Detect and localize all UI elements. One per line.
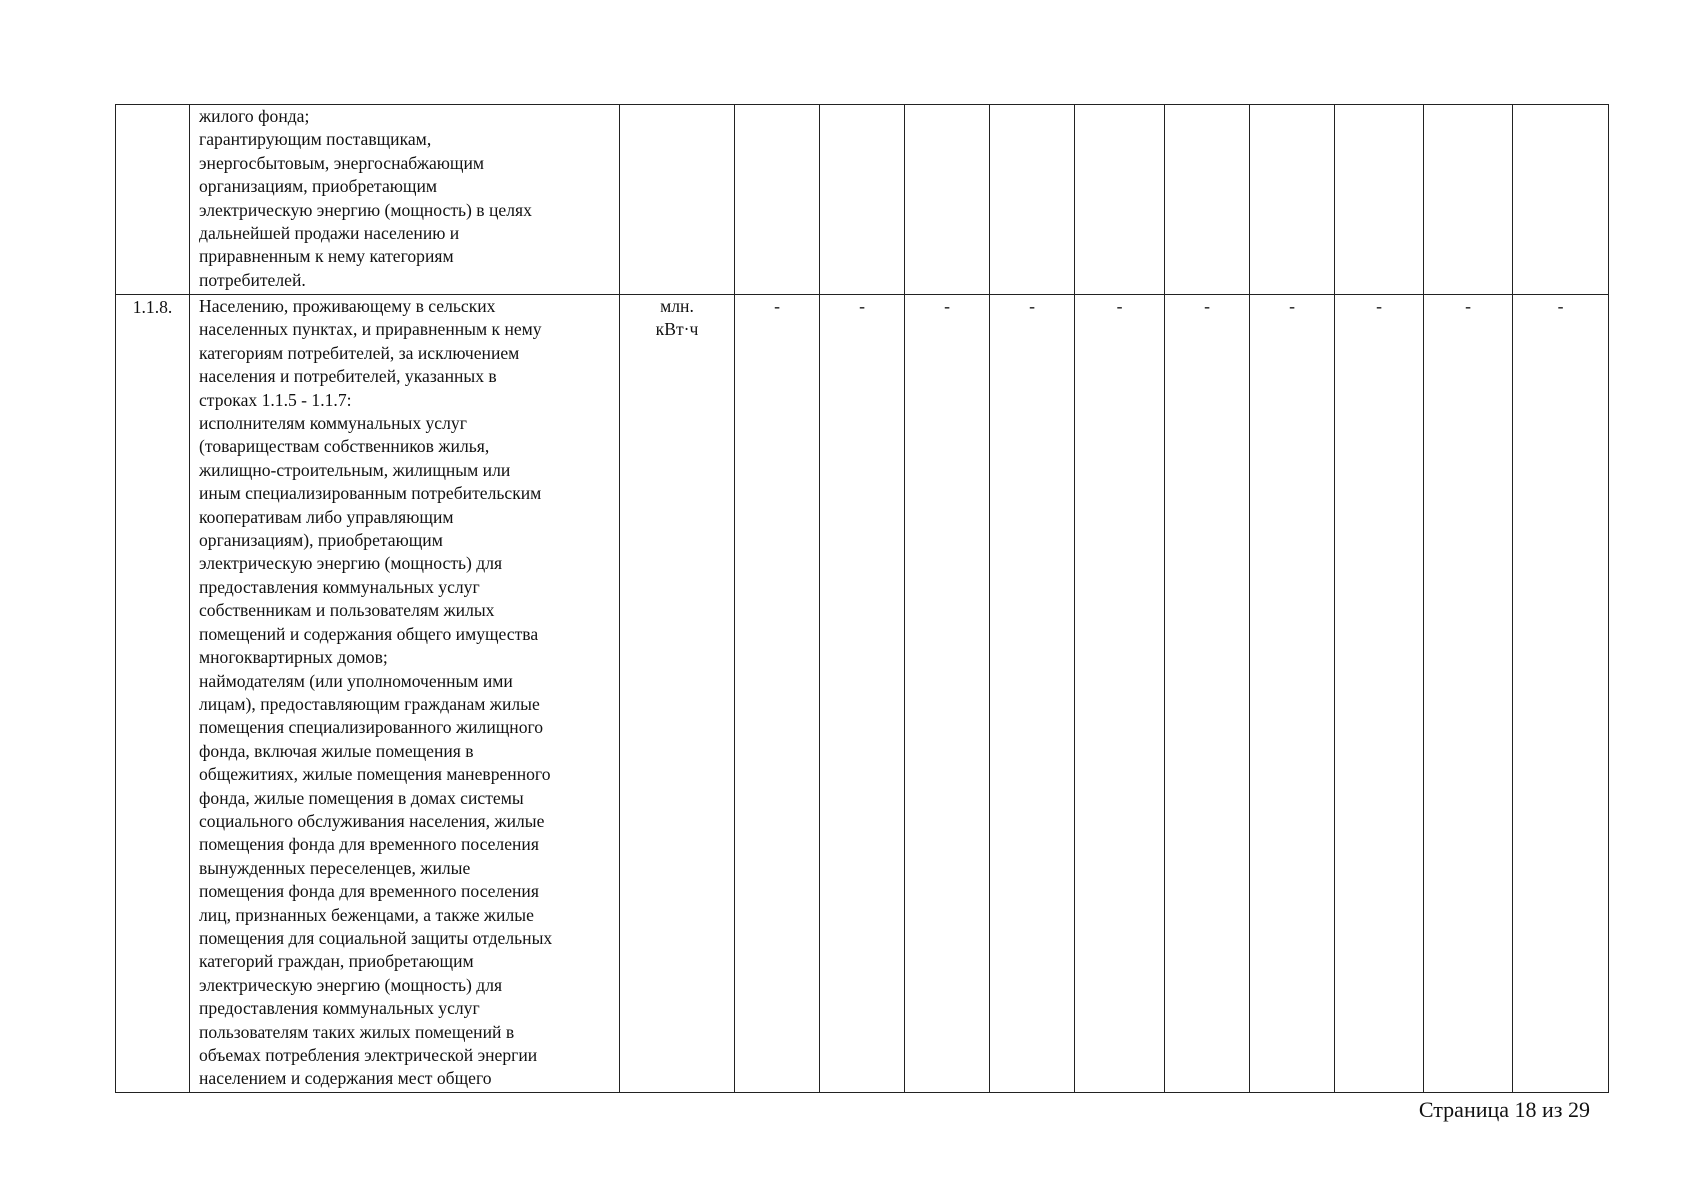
value-cell: - (1165, 295, 1250, 1093)
description-line: помещения для социальной защиты отдельных (199, 927, 553, 948)
description-line: исполнителям коммунальных услуг (199, 413, 467, 434)
description-line: помещения фонда для временного поселения (199, 881, 539, 902)
description-line: (товариществам собственников жилья, (199, 436, 490, 457)
description-line: организациям, приобретающим (199, 176, 437, 197)
description-line: населением и содержания мест общего (199, 1068, 492, 1089)
description-line: иным специализированным потребительским (199, 483, 542, 504)
row-number-cell: 1.1.8. (116, 295, 190, 1093)
description-line: помещения фонда для временного поселения (199, 834, 539, 855)
description-line: лицам), предоставляющим гражданам жилые (199, 693, 540, 714)
description-line: категорий граждан, приобретающим (199, 951, 474, 972)
value-cell: - (1424, 295, 1513, 1093)
description-line: электрическую энергию (мощность) для (199, 553, 503, 574)
description-line: объемах потребления электрической энергии (199, 1045, 538, 1065)
description-line: вынужденных переселенцев, жилые (199, 857, 471, 878)
value-cell (1335, 105, 1424, 295)
value-cell (1075, 105, 1165, 295)
description-line: помещения специализированного жилищного (199, 717, 544, 738)
description-line: кооперативам либо управляющим (199, 506, 454, 527)
description-line: помещений и содержания общего имущества (199, 623, 539, 644)
value-cell: - (1335, 295, 1424, 1093)
table-row (116, 105, 1609, 295)
description-line: населенных пунктах, и приравненным к нему (199, 319, 542, 340)
description-line: собственникам и пользователям жилых (199, 600, 495, 621)
description-line: многоквартирных домов; (199, 647, 388, 668)
value-cell (905, 105, 990, 295)
unit-line: млн. (660, 296, 694, 316)
description-line: лиц, признанных беженцами, а также жилые (199, 904, 534, 925)
description-line: предоставления коммунальных услуг (199, 998, 480, 1019)
description-line: категориям потребителей, за исключением (199, 342, 520, 363)
row-number-cell (116, 105, 190, 295)
description-line: приравненным к нему категориям (199, 246, 454, 267)
row-description-cell (190, 295, 620, 1093)
description-line: организациям), приобретающим (199, 530, 443, 551)
value-cell (1513, 105, 1609, 295)
value-cell (820, 105, 905, 295)
value-cell (735, 105, 820, 295)
description-line: электрическую энергию (мощность) для (199, 974, 503, 995)
description-line: населения и потребителей, указанных в (199, 366, 497, 387)
description-line: дальнейшей продажи населению и (199, 223, 460, 244)
description-line: строках 1.1.5 - 1.1.7: (199, 389, 352, 410)
value-cell (990, 105, 1075, 295)
description-line: пользователям таких жилых помещений в (199, 1021, 515, 1042)
description-line: фонда, жилые помещения в домах системы (199, 787, 524, 808)
value-cell (1165, 105, 1250, 295)
description-line: фонда, включая жилые помещения в (199, 740, 474, 761)
description-line: Населению, проживающему в сельских (199, 296, 496, 316)
unit-cell (620, 105, 735, 295)
value-cell (1250, 105, 1335, 295)
description-line: предоставления коммунальных услуг (199, 576, 480, 597)
row-description-cell (190, 105, 620, 295)
unit-cell (620, 295, 735, 1093)
page-number: Страница 18 из 29 (1418, 1097, 1590, 1122)
value-cell: - (905, 295, 990, 1093)
description-line: общежитиях, жилые помещения маневренного (199, 764, 551, 785)
data-table (115, 104, 1609, 1093)
description-line: наймодателям (или уполномоченным ими (199, 670, 513, 691)
value-cell: - (990, 295, 1075, 1093)
description-line: гарантирующим поставщикам, (199, 129, 432, 150)
value-cell: - (1075, 295, 1165, 1093)
description-line: социального обслуживания населения, жилые (199, 810, 545, 831)
value-cell: - (1250, 295, 1335, 1093)
description-line: энергосбытовым, энергоснабжающим (199, 152, 485, 173)
description-line: жилищно-строительным, жилищным или (199, 459, 511, 480)
description-line: потребителей. (199, 269, 306, 290)
description-line: жилого фонда; (199, 106, 310, 126)
table-row (116, 295, 1609, 1093)
value-cell: - (735, 295, 820, 1093)
value-cell: - (1513, 295, 1609, 1093)
value-cell: - (820, 295, 905, 1093)
unit-line: кВт·ч (655, 319, 699, 340)
value-cell (1424, 105, 1513, 295)
description-line: электрическую энергию (мощность) в целях (199, 199, 532, 220)
